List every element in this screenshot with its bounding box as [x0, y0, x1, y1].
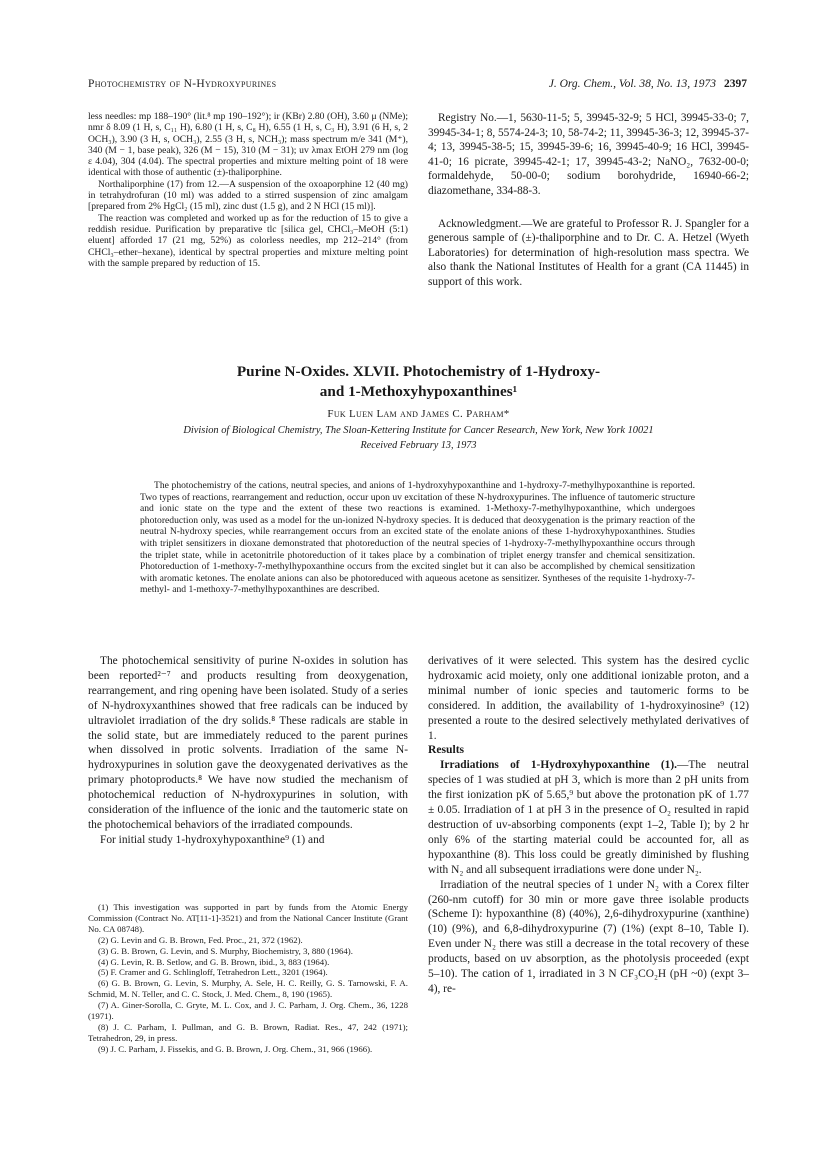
footnote: (3) G. B. Brown, G. Levin, and S. Murphy, Biochemistry, 3, 880 (1964). [98, 945, 353, 956]
results-text: —The neutral species of 1 was studied at pH 3, which is more than 2 pH units from the first ionization pK of 5.65,⁹ but above the protonation pK of 1.77 ± 0.05. Irradiation of 1 at pH 3 in the presence of O₂ resulted in rapid destruction of uv-absorbing components (expt 1–2, Table I); by 2 hr only 6% of the starting material could be accounted for, all as hypoxanthine (8). This loss could be greatly diminished by flushing with N₂ and all subsequent irradiations were done under N₂. [428, 759, 749, 876]
footnote: (5) F. Cramer and G. Schlingloff, Tetrahedron Lett., 3201 (1964). [98, 967, 328, 978]
article-affiliation: Division of Biological Chemistry, The Sloan-Kettering Institute for Cancer Research, New York, New York 10021 [183, 425, 654, 436]
registry-numbers: Registry No.—1, 5630-11-5; 5, 39945-32-9; 5 HCl, 39945-33-0; 7, 39945-34-1; 8, 5574-24-3; 10, 58-74-2; 11, 39945-36-3; 12, 39945-37-4; 13, 39945-38-5; 15, 39945-39-6; 16, 39945-40-9; 16 HCl, 39945-41-0; 16 picrate, 39945-42-1; 17, 39945-43-2; NaNO₂, 7632-00-0; formaldehyde, 50-00-0; sodium borohydride, 16940-66-2; diazomethane, 334-88-3. [428, 112, 749, 197]
article-authors: Fuk Luen Lam and James C. Parham* [327, 408, 510, 420]
body-paragraph: The photochemical sensitivity of purine N-oxides in solution has been reported²⁻⁷ and products resulting from deoxygenation, rearrangement, and ring opening have been isolated. Study of a series of N-hydroxyxanthines showed that free radicals can be induced by ultraviolet irradiation of the dry solids.⁸ These radicals are stable in the solid state, but are immediately reduced to the parent purines when dissolved in protic solvents. Irradiation of the same N-hydroxypurines in solution gave the deoxygenated derivatives as the primary photoproducts.⁸ We have now studied the mechanism of photochemical reduction of N-hydroxypurines in solution, with consideration of the influence of the ionic and the tautomeric state on the photochemical behaviors of the irradiated compounds. [88, 655, 408, 831]
footnote: (6) G. B. Brown, G. Levin, S. Murphy, A. Sele, H. C. Reilly, G. S. Tarnowski, F. A. Schmid, M. N. Teller, and C. C. Stock, J. Med. Chem., 8, 190 (1965). [88, 978, 408, 1000]
footnote: (8) J. C. Parham, I. Pullman, and G. B. Brown, Radiat. Res., 47, 242 (1971); Tetrahedron, 29, in press. [88, 1021, 408, 1043]
results-paragraph: Irradiation of the neutral species of 1 under N₂ with a Corex filter (260-nm cutoff) for 30 min or more gave three isolable products (Scheme I): hypoxanthine (8) (40%), 2,6-dihydroxypurine (xanthine) (10) (9%), and 6,8-dihydroxypurine (7) (1%) (expt 8–10, Table I). Even under N₂ there was still a decrease in the total recovery of these products, based on uv absorption, as the photolysis proceeded (expt 5–10). The cation of 1, irradiated in 3 N CF₃CO₂H (pH ~0) (expt 3–4), re- [428, 878, 749, 995]
body-column-right [428, 654, 749, 997]
results-run-head: Irradiations of 1-Hydroxyhypoxanthine (1). [440, 759, 678, 772]
results-paragraph [428, 758, 749, 877]
received-date: Received February 13, 1973 [360, 440, 477, 451]
experimental-paragraph: less needles: mp 188–190° (lit.⁸ mp 190–192°); ir (KBr) 2.80 (OH), 3.60 μ (NMe); nmr δ 8.09 (1 H, s, C₁₁ H), 6.80 (1 H, s, C₈ H), 6.55 (1 H, s, C₃ H), 3.91 (6 H, s, 2 OCH₃), 3.90 (3 H, s, OCH₃), 2.55 (3 H, s, NCH₃); mass spectrum m/e 341 (M⁺), 340 (M − 1, base peak), 326 (M − 15), 310 (M − 31); uv λmax EtOH 279 nm (log ε 4.04), 304 (4.04). The spectral properties and mixture melting point of 18 were identical with those of authentic (±)-thaliporphine. [88, 111, 408, 179]
body-column-left [88, 654, 408, 848]
body-paragraph: derivatives of it were selected. This system has the desired cyclic hydroxamic acid moiety, only one additional ionizable proton, and a minimal number of ionic species and tautomeric forms to be considered. In addition, the availability of 1-hydroxyinosine⁹ (12) presented a route to the desired selectively methylated derivatives of 1. [428, 655, 749, 742]
article-title-line2: and 1-Methoxyhypoxanthines¹ [319, 383, 518, 400]
article-title [88, 362, 749, 402]
acknowledgment: Acknowledgment.—We are grateful to Professor R. J. Spangler for a generous sample of (±)-thaliporphine and to Dr. C. A. Hetzel (Wyeth Laboratories) for determination of high-resolution mass spectra. We also thank the National Institutes of Health for a grant (CA 11445) in support of this work. [428, 217, 749, 288]
footnote: (7) A. Giner-Sorolla, C. Gryte, M. L. Cox, and J. C. Parham, J. Org. Chem., 36, 1228 (1971). [88, 1000, 408, 1022]
footnote: (1) This investigation was supported in part by funds from the Atomic Energy Commission (Contract No. AT[11-1]-3521) and from the National Cancer Institute (Grant No. CA 08748). [88, 902, 408, 934]
footnotes [88, 902, 408, 1055]
article-title-line1: Purine N-Oxides. XLVII. Photochemistry of 1-Hydroxy- [236, 363, 601, 380]
experimental-paragraph: The reaction was completed and worked up as for the reduction of 15 to give a reddish residue. Purification by preparative tlc [silica gel, CHCl₃–MeOH (5:1) eluent] afforded 17 (21 mg, 52%) as colorless needles, mp 212–214° (from CHCl₃–ether–hexane), identical by spectral properties and mixture melting point with the sample prepared by reduction of 15. [88, 212, 408, 269]
previous-article-experimental [88, 111, 408, 269]
abstract: The photochemistry of the cations, neutral species, and anions of 1-hydroxyhypoxanthine and 1-hydroxy-7-methylhypoxanthine is reported. Two types of reactions, rearrangement and reduction, occur upon uv excitation of these N-hydroxypurines. The influence of tautomeric structure and ionic state on the type and the extent of these two reactions is examined. 1-Methoxy-7-methylhypoxanthine, which undergoes photoreduction only, was used as a model for the un-ionized N-hydroxy species. It is deduced that deoxygenation is the primary reaction of the neutral N-hydroxy species, while rearrangement occurs from an excited state of the enolate anions of these 1-hydroxyhypoxanthines. Studies with triplet sensitizers in dioxane demonstrated that photoreduction of the neutral species of 1-hydroxy-7-methylhypoxanthine occurs through the triplet state, while in acetonitrile photoreduction of it takes place by a combination of triplet energy transfer and chemical sensitization. Photoreduction of 1-methoxy-7-methylhypoxanthine occurs from the excited singlet but it can also be accomplished by chemical sensitization with aromatic ketones. The enolate anions can also be photoreduced with aqueous acetone as sensitizer. Syntheses of the requisite 1-hydroxy-7-methyl- and 1-methoxy-7-methylhypoxanthines are described. [140, 480, 695, 596]
journal-citation: J. Org. Chem., Vol. 38, No. 13, 1973 [548, 78, 716, 90]
running-head-title: Photochemistry of N-Hydroxypurines [88, 78, 277, 90]
running-head-journal [549, 78, 747, 90]
experimental-paragraph: Northaliporphine (17) from 12.—A suspension of the oxoaporphine 12 (40 mg) in tetrahydrofuran (10 ml) was added to a stirred suspension of zinc amalgam [prepared from 2% HgCl₂ (15 ml), zinc dust (1.5 g), and 2 N HCl (15 ml)]. [88, 178, 408, 213]
footnote: (2) G. Levin and G. B. Brown, Fed. Proc., 21, 372 (1962). [98, 934, 303, 945]
footnote: (9) J. C. Parham, J. Fissekis, and G. B. Brown, J. Org. Chem., 31, 966 (1966). [98, 1043, 373, 1054]
footnote: (4) G. Levin, R. B. Setlow, and G. B. Brown, ibid., 3, 883 (1964). [98, 956, 330, 967]
page-number: 2397 [724, 78, 747, 90]
running-head [88, 78, 747, 96]
article-header [88, 362, 749, 451]
body-paragraph: For initial study 1-hydroxyhypoxanthine⁹ (1) and [100, 833, 325, 846]
previous-article-end [428, 111, 749, 290]
results-heading: Results [428, 743, 465, 757]
